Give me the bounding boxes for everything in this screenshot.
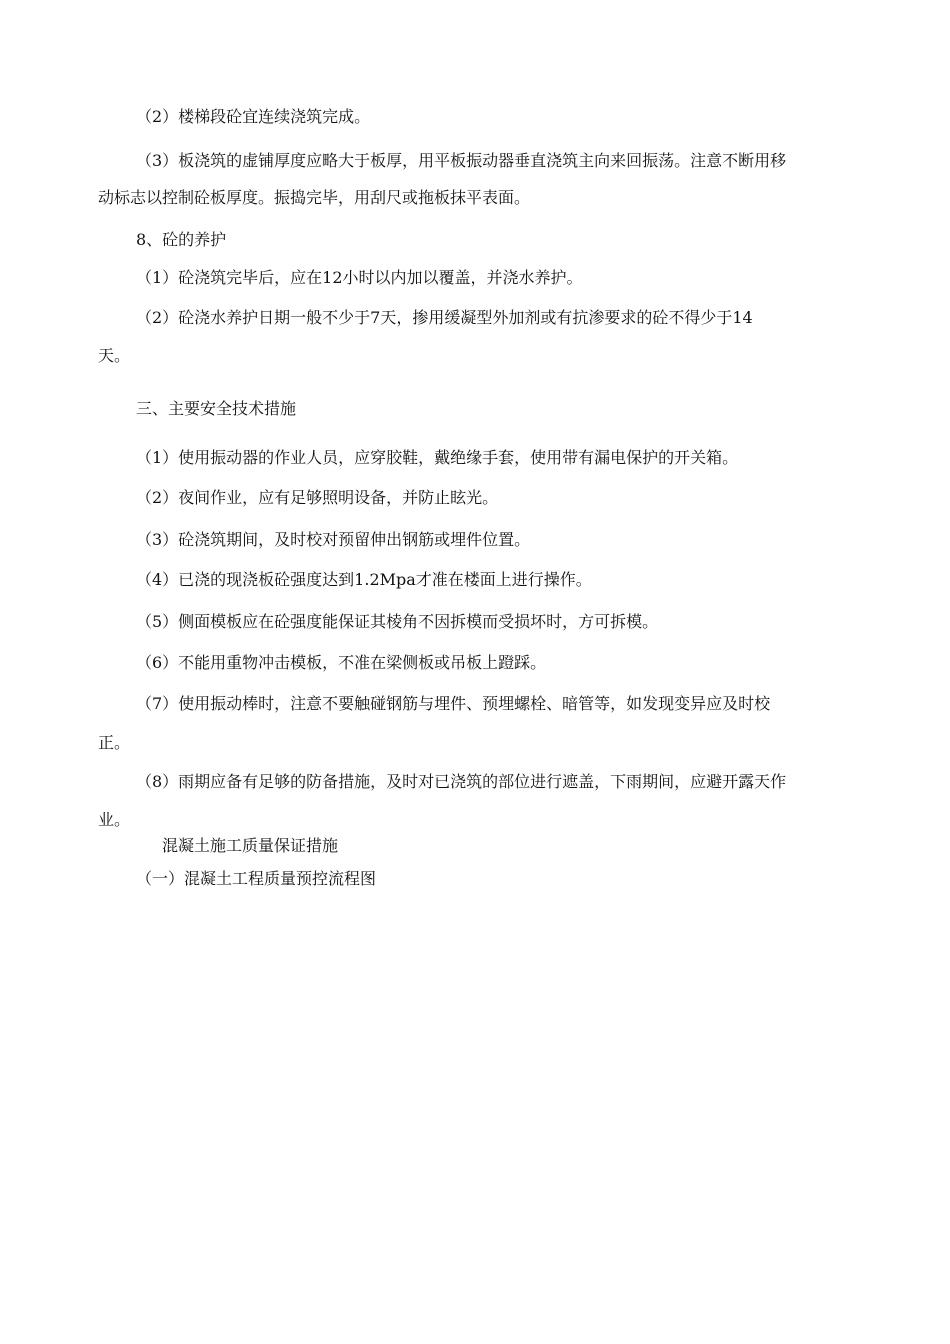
paragraph-slab-pouring-line1: （3）板浇筑的虚铺厚度应略大于板厚，用平板振动器垂直浇筑主向来回振荡。注意不断用移	[136, 151, 787, 170]
paragraph-curing-2-line2: 天。	[98, 346, 131, 365]
safety-item-2: （2）夜间作业，应有足够照明设备，并防止眩光。	[136, 488, 499, 507]
section-heading-quality: 混凝土施工质量保证措施	[162, 836, 339, 855]
safety-item-7-line2: 正。	[98, 733, 131, 752]
subsection-heading-flowchart: （一）混凝土工程质量预控流程图	[136, 869, 377, 888]
safety-item-8-line1: （8）雨期应备有足够的防备措施，及时对已浇筑的部位进行遮盖，下雨期间，应避开露天作	[136, 772, 787, 791]
paragraph-stairs-pouring: （2）楼梯段砼宜连续浇筑完成。	[136, 107, 371, 126]
section-heading-safety: 三、主要安全技术措施	[136, 399, 297, 418]
paragraph-curing-2-line1: （2）砼浇水养护日期一般不少于7天，掺用缓凝型外加剂或有抗渗要求的砼不得少于14	[136, 308, 753, 327]
safety-item-1: （1）使用振动器的作业人员，应穿胶鞋，戴绝缘手套，使用带有漏电保护的开关箱。	[136, 448, 739, 467]
safety-item-6: （6）不能用重物冲击模板，不准在梁侧板或吊板上蹬踩。	[136, 653, 547, 672]
paragraph-slab-pouring-line2: 动标志以控制砼板厚度。振捣完毕，用刮尺或拖板抹平表面。	[98, 188, 531, 207]
safety-item-8-line2: 业。	[98, 810, 131, 829]
safety-item-3: （3）砼浇筑期间，及时校对预留伸出钢筋或埋件位置。	[136, 530, 531, 549]
section-heading-curing: 8、砼的养护	[136, 230, 227, 249]
paragraph-curing-1: （1）砼浇筑完毕后，应在12小时以内加以覆盖，并浇水养护。	[136, 268, 583, 287]
safety-item-5: （5）侧面模板应在砼强度能保证其棱角不因拆模而受损坏时，方可拆模。	[136, 612, 659, 631]
safety-item-7-line1: （7）使用振动棒时，注意不要触碰钢筋与埋件、预埋螺栓、暗管等，如发现变异应及时校	[136, 694, 771, 713]
safety-item-4: （4）已浇的现浇板砼强度达到1.2Mpa才准在楼面上进行操作。	[136, 570, 592, 589]
